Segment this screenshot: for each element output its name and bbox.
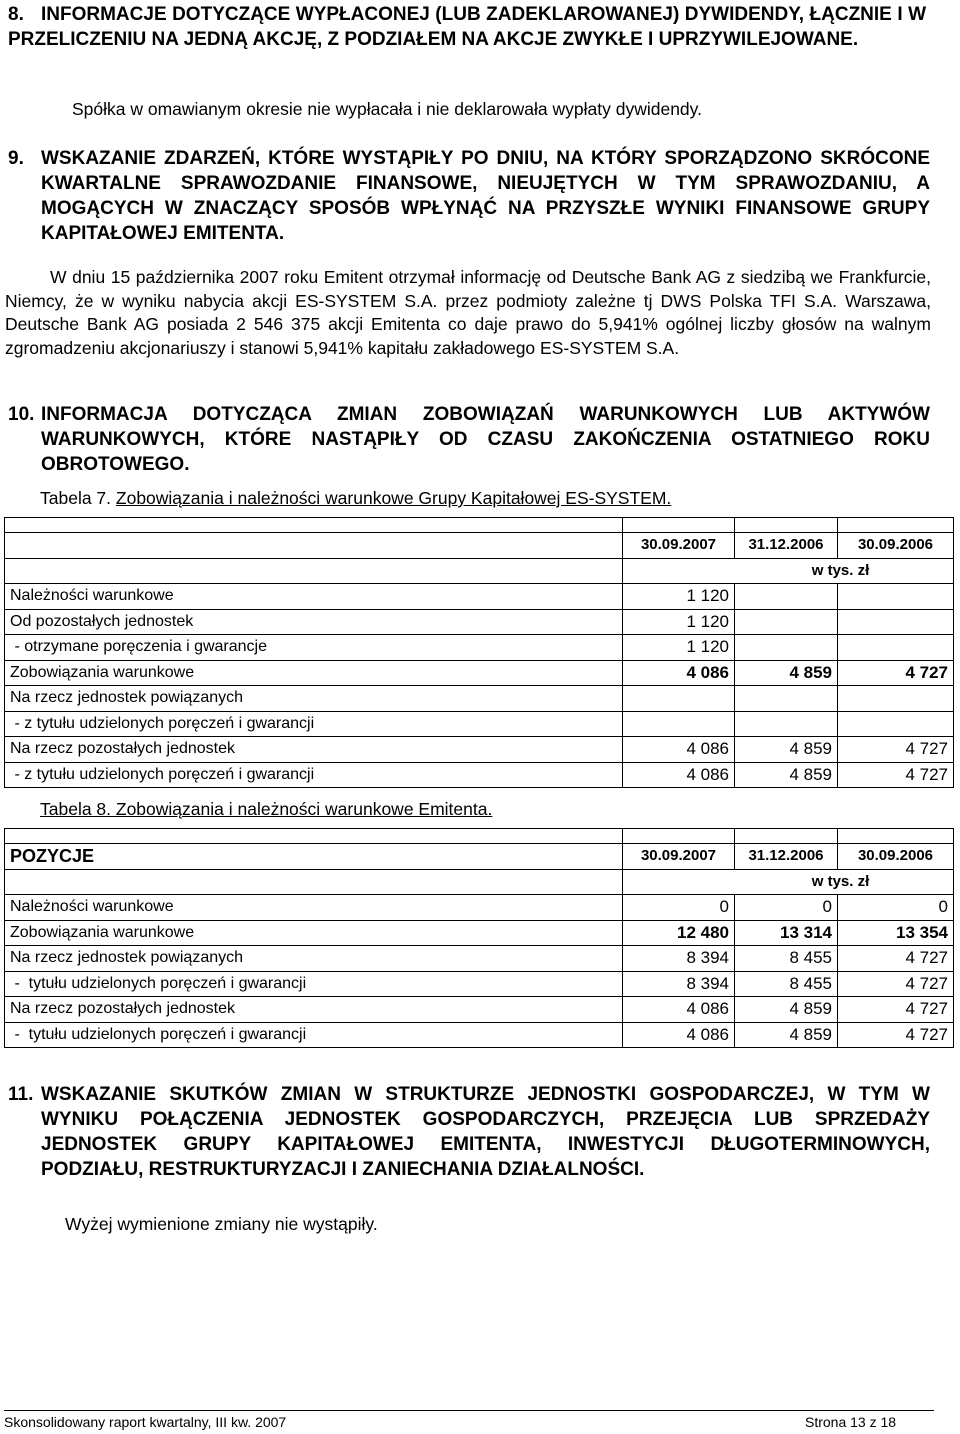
section-10-title: INFORMACJA DOTYCZĄCA ZMIAN ZOBOWIĄZAŃ WARUNKOWYCH LUB AKTYWÓW WARUNKOWYCH, KTÓRE NASTĄPIŁY OD CZASU ZAKOŃCZENIA OSTATNIEGO ROKU OBROTOWEGO.: [41, 404, 930, 475]
section-8-number: 8.: [8, 4, 24, 25]
section-8-body: Spółka w omawianym okresie nie wypłacała i nie deklarowała wypłaty dywidendy.: [72, 99, 702, 119]
section-9-heading: [8, 146, 930, 246]
table-row: Od pozostałych jednostek 1 120: [5, 609, 954, 635]
table-7-unit-row: [5, 558, 954, 584]
section-9-title: WSKAZANIE ZDARZEŃ, KTÓRE WYSTĄPIŁY PO DNIU, NA KTÓRY SPORZĄDZONO SKRÓCONE KWARTALNE SPRAWOZDANIE FINANSOWE, NIEUJĘTYCH W TYM SPRAWOZDANIU, A MOGĄCYCH W ZNACZĄCY SPOSÓB WPŁYNĄĆ NA PRZYSZŁE WYNIKI FINANSOWE GRUPY KAPITAŁOWEJ EMITENTA.: [41, 148, 930, 244]
table-row: - tytułu udzielonych poręczeń i gwarancji 8 394 8 455 4 727: [5, 971, 954, 997]
table-8-caption: Tabela 8. Zobowiązania i należności warunkowe Emitenta.: [40, 799, 493, 819]
table-7-caption-prefix: Tabela 7.: [40, 488, 116, 508]
table-7-top-band: [5, 518, 954, 533]
table-8-header-row: [5, 844, 954, 870]
section-9-body: W dniu 15 października 2007 roku Emitent otrzymał informację od Deutsche Bank AG z siedzibą we Frankfurcie, Niemcy, że w wyniku nabycia akcji ES-SYSTEM S.A. przez podmioty zależne tj DWS Polska TFI S.A. Warszawa, Deutsche Bank AG posiada 2 546 375 akcji Emitenta co daje prawo do 5,941% ogólnej liczby głosów na walnym zgromadzeniu akcjonariuszy i stanowi 5,941% kapitału zakładowego ES-SYSTEM S.A.: [5, 267, 931, 358]
footer-left: Skonsolidowany raport kwartalny, III kw. 2007: [4, 1414, 287, 1430]
table-row: Należności warunkowe 0 0 0: [5, 895, 954, 921]
table-7-col-header: 30.09.2007: [623, 533, 735, 559]
footer-rule: [4, 1410, 934, 1411]
section-10-heading: [8, 402, 930, 477]
section-10-number: 10.: [8, 404, 35, 425]
section-8-heading: [8, 2, 926, 52]
section-11-number: 11.: [8, 1084, 34, 1105]
table-row: - tytułu udzielonych poręczeń i gwarancji 4 086 4 859 4 727: [5, 1022, 954, 1048]
table-row: Na rzecz jednostek powiązanych: [5, 686, 954, 712]
table-row: Należności warunkowe 1 120: [5, 584, 954, 610]
table-8-col-header: 30.09.2007: [623, 844, 735, 870]
table-8-unit-row: [5, 869, 954, 895]
table-8-col-header: 30.09.2006: [838, 844, 954, 870]
table-row: - otrzymane poręczenia i gwarancje 1 120: [5, 635, 954, 661]
table-7-unit: w tys. zł: [623, 558, 954, 584]
table-8-unit: w tys. zł: [623, 869, 954, 895]
table-7-header-row: [5, 533, 954, 559]
table-8: [4, 828, 954, 1048]
table-7-col-header: 30.09.2006: [838, 533, 954, 559]
table-row: Na rzecz pozostałych jednostek 4 086 4 859 4 727: [5, 997, 954, 1023]
table-7-col-header: 31.12.2006: [735, 533, 838, 559]
table-row: - z tytułu udzielonych poręczeń i gwarancji: [5, 711, 954, 737]
section-8-title: INFORMACJE DOTYCZĄCE WYPŁACONEJ (LUB ZADEKLAROWANEJ) DYWIDENDY, ŁĄCZNIE I W PRZELICZENIU NA JEDNĄ AKCJĘ, Z PODZIAŁEM NA AKCJE ZWYKŁE I UPRZYWILEJOWANE.: [8, 4, 926, 50]
table-row: Na rzecz pozostałych jednostek 4 086 4 859 4 727: [5, 737, 954, 763]
table-8-col-header: 31.12.2006: [735, 844, 838, 870]
table-8-top-band: [5, 829, 954, 844]
table-7-caption: [40, 487, 671, 509]
table-row: Zobowiązania warunkowe 12 480 13 314 13 354: [5, 920, 954, 946]
table-8-first-header: POZYCJE: [5, 844, 623, 870]
table-7: [4, 517, 954, 788]
table-7-caption-text: Zobowiązania i należności warunkowe Grupy Kapitałowej ES-SYSTEM.: [115, 488, 672, 508]
table-row: - z tytułu udzielonych poręczeń i gwarancji 4 086 4 859 4 727: [5, 762, 954, 788]
section-9-number: 9.: [8, 148, 24, 169]
table-row: Na rzecz jednostek powiązanych 8 394 8 455 4 727: [5, 946, 954, 972]
section-11-title: WSKAZANIE SKUTKÓW ZMIAN W STRUKTURZE JEDNOSTKI GOSPODARCZEJ, W TYM W WYNIKU POŁĄCZENIA JEDNOSTEK GOSPODARCZYCH, PRZEJĘCIA LUB SPRZEDAŻY JEDNOSTEK GRUPY KAPITAŁOWEJ EMITENTA, INWESTYCJI DŁUGOTERMINOWYCH, PODZIAŁU, RESTRUKTURYZACJI I ZANIECHANIA DZIAŁALNOŚCI.: [41, 1084, 930, 1180]
section-11-heading: [8, 1082, 930, 1182]
section-11-body: Wyżej wymienione zmiany nie wystąpiły.: [65, 1214, 378, 1234]
footer-page-number: Strona 13 z 18: [805, 1414, 897, 1430]
table-row: Zobowiązania warunkowe 4 086 4 859 4 727: [5, 660, 954, 686]
